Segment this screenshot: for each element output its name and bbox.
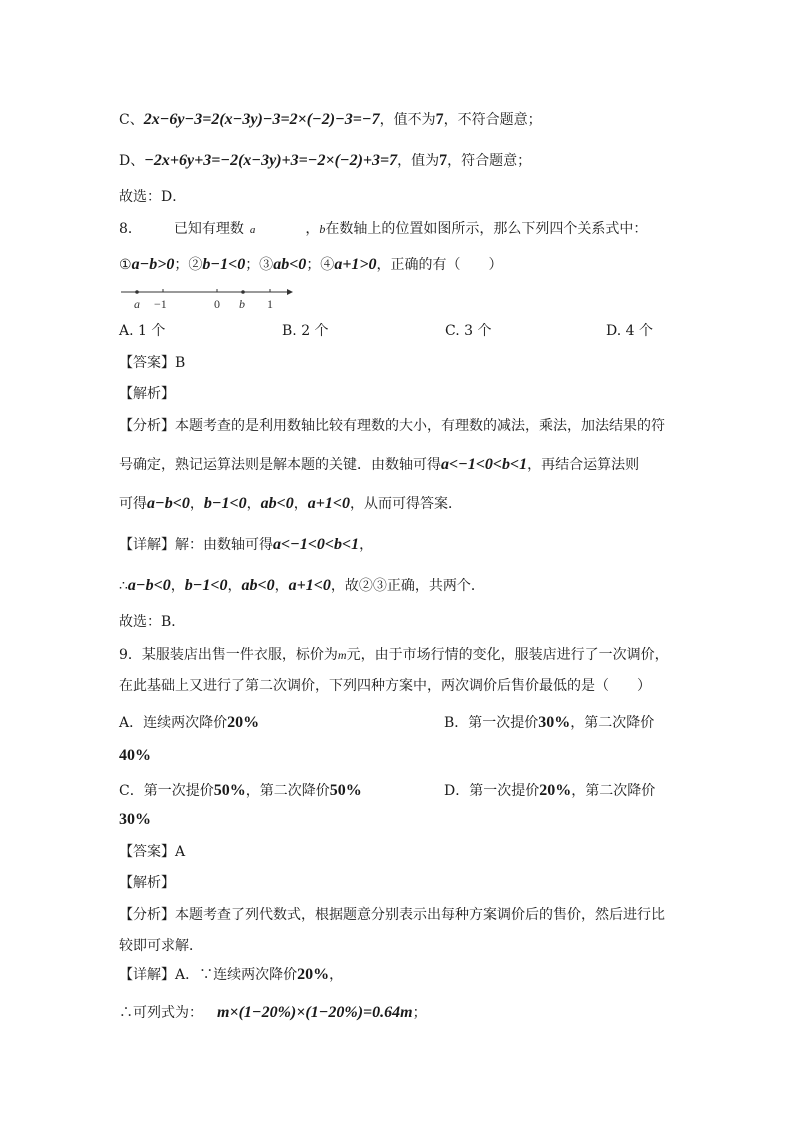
q9-option-a-percent: 20%: [227, 714, 260, 731]
q8-rel-end: ，正确的有（ ）: [376, 257, 503, 273]
q8-sep-2: ，: [246, 496, 261, 512]
q9-formula-math: m×(1−20%)×(1−20%)=0.64m: [217, 1004, 413, 1021]
choose-d: 故选：D．: [119, 189, 187, 205]
q8-analysis-2-math: a<−1<0<b<1: [441, 456, 528, 473]
q8-rel-4-label: ；④: [306, 257, 335, 273]
q9-formula-label: ∴可列式为：: [119, 1005, 203, 1021]
point-a: [135, 290, 139, 294]
q9-option-c-percent-1: 50%: [213, 782, 246, 799]
q8-th-m2: b−1<0: [184, 577, 228, 594]
q9-detail-b: ，: [329, 967, 344, 983]
q9-formula: [119, 1003, 427, 1023]
option-c-line: [119, 110, 542, 130]
q8-rel-2: b−1<0: [202, 256, 246, 273]
q9-jiexi: 【解析】: [119, 875, 175, 891]
label-a: a: [134, 297, 140, 311]
q8-therefore: [119, 576, 485, 596]
option-c-prefix: C、: [119, 112, 144, 128]
q8-number: 8．: [119, 221, 142, 237]
q8-sep-3: ，: [293, 496, 308, 512]
option-c-value: 7: [435, 111, 444, 128]
q9-stem-1b: 元，由于市场行情的变化，服装店进行了一次调价，: [346, 647, 669, 663]
q8-analysis-3-m2: b−1<0: [203, 495, 247, 512]
q8-option-a: A. 1 个: [119, 323, 166, 339]
q8-answer: 【答案】B: [119, 355, 186, 371]
q8-detail-b: ，: [359, 537, 374, 553]
option-d-line: [119, 151, 531, 171]
q8-analysis-1: 【分析】本题考查的是利用数轴比较有理数的大小，有理数的减法，乘法，加法结果的符: [119, 418, 665, 434]
q9-detail-a: 【详解】A．∵连续两次降价: [119, 967, 298, 983]
label-0: 0: [214, 297, 220, 311]
q9-option-c-percent-2: 50%: [329, 782, 362, 799]
q9-option-d-percent-1: 20%: [539, 782, 572, 799]
option-d-prefix: D、: [119, 153, 145, 169]
q9-option-c-text: C．第一次提价: [119, 783, 214, 799]
q8-analysis-3-m4: a+1<0: [307, 495, 350, 512]
q8-th-sep-2: ，: [227, 578, 242, 594]
option-c-conclusion: ，不符合题意；: [443, 112, 542, 128]
option-c-text: ，值不为: [379, 112, 436, 128]
q8-text-3: 在数轴上的位置如图所示，那么下列四个关系式中：: [325, 221, 648, 237]
q8-analysis-3a: 可得: [119, 496, 147, 512]
q8-rel-4: a+1>0: [334, 256, 377, 273]
q8-analysis-3-m1: a−b<0: [147, 495, 190, 512]
q9-option-b-percent-1: 30%: [538, 714, 571, 731]
q9-option-c: [119, 781, 362, 801]
q9-analysis-1: 【分析】本题考查了列代数式，根据题意分别表示出每种方案调价后的售价，然后进行比: [119, 907, 665, 923]
q8-detail-math: a<−1<0<b<1: [273, 536, 360, 553]
q8-rel-1-label: ①: [119, 257, 132, 273]
q8-jiexi: 【解析】: [119, 386, 175, 402]
q8-rel-3-label: ；③: [245, 257, 274, 273]
q8-th-sep-1: ，: [170, 578, 185, 594]
q8-var-b: b: [319, 222, 326, 236]
q8-var-a: a: [249, 224, 256, 236]
q8-text-1: 已知有理数: [173, 221, 244, 237]
q9-option-b: [444, 713, 654, 733]
q9-option-d-text: D．第一次提价: [444, 783, 540, 799]
q9-option-a-text: A．连续两次降价: [119, 715, 228, 731]
q8-option-d: D. 4 个: [606, 323, 653, 339]
point-b: [241, 290, 245, 294]
q9-option-a: [119, 713, 259, 733]
q9-analysis-2: 较即可求解．: [119, 938, 203, 954]
option-d-equation: −2x+6y+3=−2(x−3y)+3=−2×(−2)+3=7: [144, 152, 398, 169]
q8-text-2: ，: [305, 221, 320, 237]
q8-option-c: C. 3 个: [445, 323, 492, 339]
therefore-symbol: ∴: [119, 578, 128, 594]
option-c-equation: 2x−6y−3=2(x−3y)−3=2×(−2)−3=−7: [143, 111, 380, 128]
q9-var-m: m: [337, 648, 347, 662]
option-d-value: 7: [439, 152, 448, 169]
q9-detail: [119, 965, 343, 985]
q9-stem-2: 在此基础上又进行了第二次调价，下列四种方案中，两次调价后售价最低的是（ ）: [119, 678, 651, 694]
q8-analysis-3: [119, 494, 462, 514]
q9-option-d: [444, 781, 655, 801]
q8-rel-3: ab<0: [273, 256, 307, 273]
q8-th-sep-3: ，: [274, 578, 289, 594]
q9-option-b-percent-2: 40%: [119, 747, 151, 764]
label-1: 1: [267, 297, 273, 311]
label-b: b: [239, 297, 245, 311]
q9-option-b-mid: ，第二次降价: [570, 715, 655, 731]
q9-stem-1a: 9．某服装店出售一件衣服，标价为: [119, 647, 338, 663]
q8-detail-a: 【详解】解：由数轴可得: [119, 537, 273, 553]
q8-stem: [119, 219, 647, 240]
q9-option-d-mid: ，第二次降价: [571, 783, 656, 799]
choose-b: 故选：B．: [119, 614, 186, 630]
q8-analysis-3-m3: ab<0: [260, 495, 294, 512]
q8-th-m3: ab<0: [241, 577, 275, 594]
q9-answer: 【答案】A: [119, 844, 186, 860]
q9-formula-end: ；: [412, 1005, 427, 1021]
q8-analysis-2a: 号确定，熟记运算法则是解本题的关键．由数轴可得: [119, 457, 441, 473]
q8-relations: [119, 255, 503, 275]
q9-option-c-mid: ，第二次降价: [245, 783, 330, 799]
q8-detail: [119, 535, 373, 555]
q8-analysis-2b: ，再结合运算法则: [527, 457, 640, 473]
q8-analysis-3b: ，从而可得答案．: [349, 496, 462, 512]
option-d-conclusion: ，符合题意；: [447, 153, 532, 169]
q9-option-d-percent-2: 30%: [119, 811, 151, 828]
option-d-text: ，值为: [397, 153, 440, 169]
q8-th-m4: a+1<0: [288, 577, 331, 594]
q8-sep-1: ，: [189, 496, 204, 512]
q8-th-b: ，故②③正确，共两个．: [330, 578, 485, 594]
q8-th-m1: a−b<0: [127, 577, 171, 594]
q8-analysis-2: [119, 455, 639, 475]
q9-option-b-text: B．第一次提价: [444, 715, 539, 731]
number-line-arrow: [287, 289, 293, 295]
number-line-figure: [119, 284, 299, 314]
q9-stem-1: [119, 645, 669, 665]
q8-option-b: B. 2 个: [282, 323, 329, 339]
q8-rel-2-label: ；②: [174, 257, 203, 273]
q8-rel-1: a−b>0: [131, 256, 175, 273]
label-neg1: −1: [154, 297, 167, 311]
q9-detail-percent: 20%: [297, 966, 330, 983]
